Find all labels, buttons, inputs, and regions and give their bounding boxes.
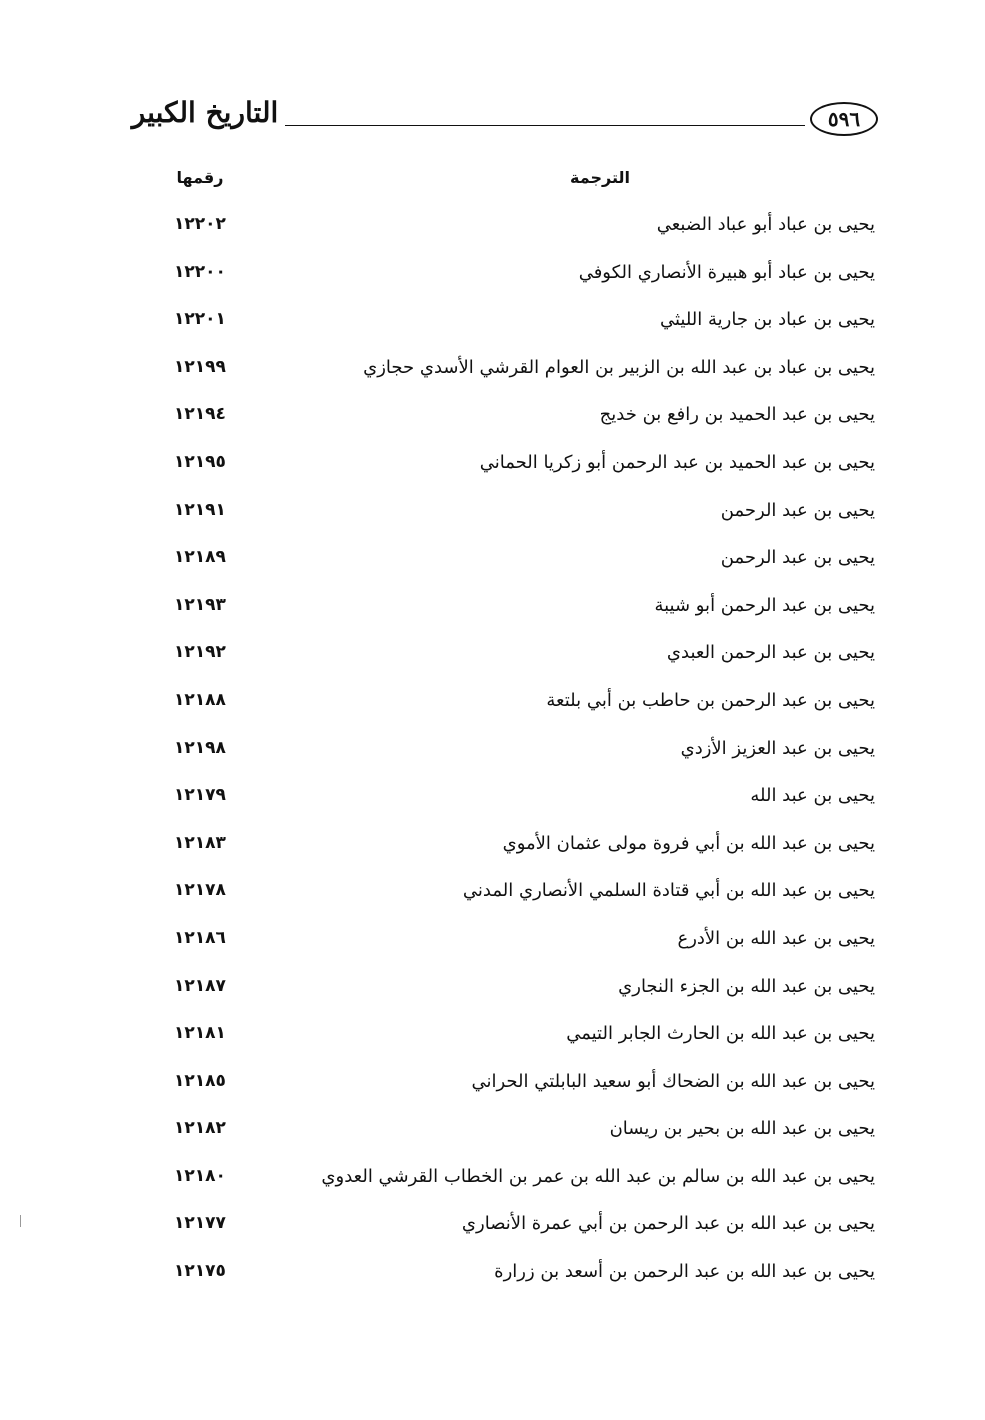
entry-name: يحيى بن عبد الحميد بن رافع بن خديج: [599, 404, 875, 426]
entry-number: ١٢١٨٧: [174, 975, 226, 996]
book-title: التاريخ الكبير: [131, 96, 279, 129]
entry-name: يحيى بن عبد الرحمن: [720, 499, 875, 521]
index-row: [150, 728, 875, 776]
index-row: [150, 823, 875, 871]
number-column-header: رقمها: [176, 168, 224, 187]
index-row: [150, 585, 875, 633]
entry-number: ١٢١٨٥: [174, 1070, 226, 1091]
entry-number: ١٢١٩٢: [174, 642, 226, 663]
index-row: [150, 1061, 875, 1109]
index-row: [150, 442, 875, 490]
entry-number: ١٢٢٠٢: [174, 214, 226, 234]
index-row: [150, 1108, 875, 1156]
entry-name: يحيى بن عباد أبو هبيرة الأنصاري الكوفي: [578, 261, 875, 283]
entry-name: يحيى بن عبد الله بن الحارث الجابر التيمي: [566, 1023, 875, 1045]
entry-name: يحيى بن عبد الله بن أبي فروة مولى عثمان الأموي: [502, 832, 875, 854]
margin-mark: [20, 1215, 21, 1227]
entry-name: يحيى بن عباد أبو عباد الضبعي: [656, 214, 875, 235]
entry-number: ١٢١٧٨: [174, 880, 226, 901]
index-row: [150, 537, 875, 585]
header-rule: [285, 125, 805, 126]
index-list: [150, 204, 875, 1299]
index-row: [150, 966, 875, 1014]
entry-number: ١٢١٨٣: [174, 832, 226, 853]
page-number: ٥٩٦: [810, 102, 878, 136]
entry-name: يحيى بن عباد بن عبد الله بن الزبير بن العوام القرشي الأسدي حجازي: [363, 356, 875, 378]
entry-number: ١٢١٨٨: [174, 689, 226, 710]
entry-number: ١٢٢٠٠: [174, 261, 226, 282]
entry-number: ١٢١٩٣: [174, 594, 226, 615]
entry-name: يحيى بن عبد الله بن عبد الرحمن بن أسعد بن زرارة: [494, 1261, 875, 1283]
entry-name: يحيى بن عبد الله: [750, 785, 875, 807]
entry-number: ١٢١٩١: [174, 499, 226, 520]
name-column-header: الترجمة: [570, 168, 630, 187]
entry-number: ١٢١٨٦: [174, 927, 226, 948]
index-row: [150, 870, 875, 918]
index-row: [150, 1156, 875, 1204]
entry-name: يحيى بن عبد الله بن الأدرع: [677, 927, 875, 949]
entry-number: ١٢١٧٥: [174, 1261, 226, 1282]
entry-name: يحيى بن عبد الحميد بن عبد الرحمن أبو زكريا الحماني: [479, 451, 875, 473]
entry-name: يحيى بن عبد العزيز الأزدي: [680, 737, 875, 759]
entry-name: يحيى بن عبد الله بن سالم بن عبد الله بن عمر بن الخطاب القرشي العدوي: [321, 1165, 875, 1187]
index-row: [150, 775, 875, 823]
entry-number: ١٢١٩٩: [174, 356, 226, 377]
entry-number: ١٢١٨٩: [174, 547, 226, 568]
entry-name: يحيى بن عباد بن جارية الليثي: [659, 309, 875, 331]
entry-number: ١٢١٨٢: [174, 1118, 226, 1139]
entry-number: ١٢١٩٥: [174, 451, 226, 472]
entry-name: يحيى بن عبد الله بن الضحاك أبو سعيد البابلتي الحراني: [471, 1070, 875, 1092]
index-row: [150, 1203, 875, 1251]
entry-name: يحيى بن عبد الله بن الجزء النجاري: [618, 975, 875, 997]
entry-number: ١٢١٨١: [174, 1023, 226, 1044]
page-header: [130, 92, 875, 152]
entry-name: يحيى بن عبد الرحمن أبو شيبة: [654, 594, 875, 616]
entry-number: ١٢١٩٨: [174, 737, 226, 758]
index-row: [150, 394, 875, 442]
entry-name: يحيى بن عبد الله بن أبي قتادة السلمي الأنصاري المدني: [462, 880, 875, 902]
index-row: [150, 1013, 875, 1061]
index-row: [150, 252, 875, 300]
entry-number: ١٢١٧٩: [174, 785, 226, 806]
entry-name: يحيى بن عبد الرحمن: [720, 547, 875, 569]
entry-name: يحيى بن عبد الرحمن بن حاطب بن أبي بلتعة: [546, 689, 875, 711]
entry-number: ١٢١٩٤: [174, 404, 226, 425]
index-row: [150, 680, 875, 728]
index-row: [150, 204, 875, 252]
entry-number: ١٢١٧٧: [174, 1213, 226, 1234]
entry-name: يحيى بن عبد الرحمن العبدي: [666, 642, 875, 664]
index-row: [150, 490, 875, 538]
index-row: [150, 632, 875, 680]
entry-number: ١٢٢٠١: [174, 309, 226, 330]
entry-name: يحيى بن عبد الله بن بحير بن ريسان: [609, 1118, 875, 1140]
entry-name: يحيى بن عبد الله بن عبد الرحمن بن أبي عمرة الأنصاري: [461, 1213, 875, 1235]
index-row: [150, 918, 875, 966]
index-row: [150, 299, 875, 347]
entry-number: ١٢١٨٠: [174, 1165, 226, 1186]
index-row: [150, 347, 875, 395]
index-row: [150, 1251, 875, 1299]
